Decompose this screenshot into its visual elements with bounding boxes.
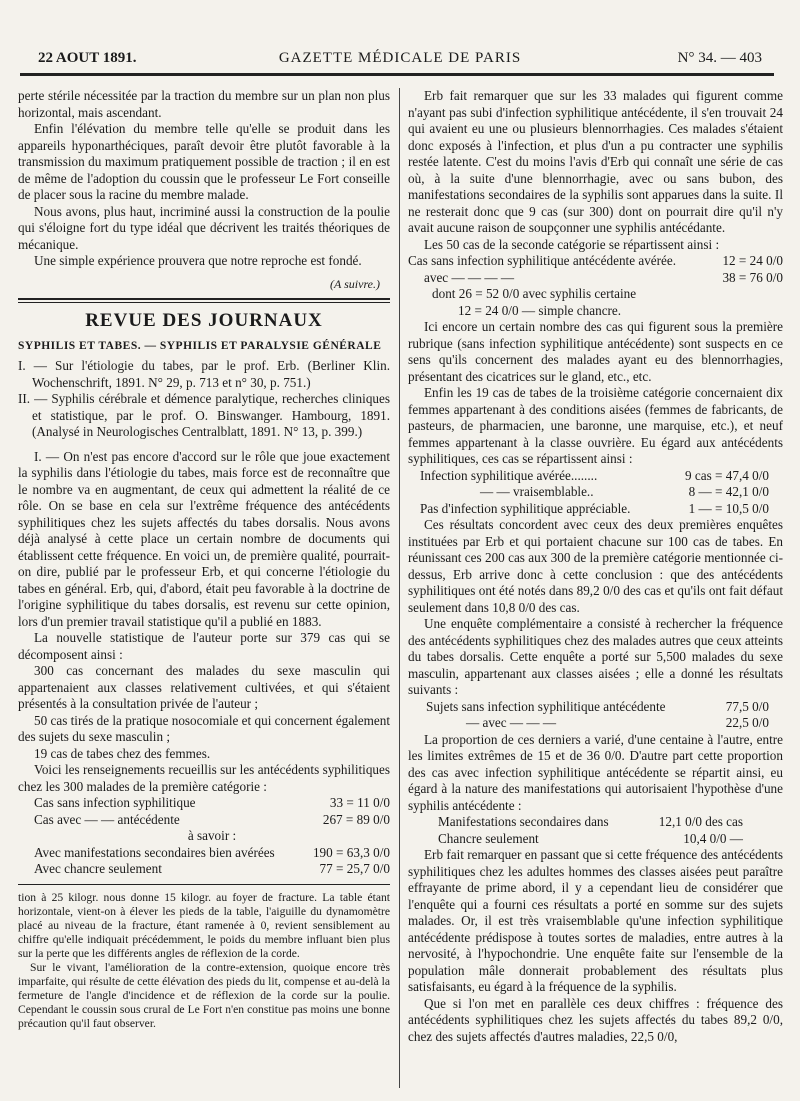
table-row: Cas avec — — antécédente 267 = 89 0/0 (34, 811, 390, 827)
table-row: Pas d'infection syphilitique appréciable. 1 — = 10,5 0/0 (420, 500, 769, 516)
left-column (18, 88, 390, 1031)
statistics-table (408, 814, 783, 847)
paragraph: Enfin l'élévation du membre telle qu'elle se produit dans les appareils hyponarthéciques, paraît devoir être plutôt favorable à la transmission du maximum pratiquement possible de traction ; il en est de même de l'adoption du coussin que le professeur Le Fort conseille de placer sous la racine du membre malade. (18, 121, 390, 202)
paragraph: Erb fait remarquer que sur les 33 malades qui figurent comme n'ayant pas subi d'infection syphilitique antécédente, il s'en trouvait 24 qui avaient eu une ou plusieurs blennorrhagies. Ces malades s'étaient donc exposés à l'infection, et plus d'un a pu contracter une syphilis restée latente. C'est du moins l'avis d'Erb qui connaît une série de cas où, à la suite d'une blennorrhagie, avec ou sans bubon, des manifestations secondaires de la syphilis sont apparues dans la suite. Il ne resterait donc que 9 cas (sur 300) dont on pourrait dire qu'il n'y avait aucune raison de soupçonner une syphilis antécédante. (408, 88, 783, 235)
statistics-table (408, 468, 783, 518)
table-row: — — vraisemblable.. 8 — = 42,1 0/0 (480, 484, 769, 499)
table-row: Avec chancre seulement 77 = 25,7 0/0 (34, 861, 390, 876)
footnote-paragraph: tion à 25 kilogr. nous donne 15 kilogr. au foyer de fracture. La table étant horizontale, vient-on à élever les pieds de la table, l'aiguille du dynamomètre placé au niveau de la fracture, étant ramenée à 0, revient sensiblement au chiffre qu'elle indiquait précédemment, le poids du membre influant bien plus sur la perte que les différents angles de réflexion de la corde. (18, 890, 390, 960)
table-row: Cas sans infection syphilitique 33 = 11 0/0 (34, 795, 390, 810)
footnote-block (18, 891, 390, 1031)
column-divider (399, 88, 400, 1088)
paragraph: Une enquête complémentaire a consisté à rechercher la fréquence des antécédents syphilitiques chez des malades autres que ceux atteints du tabes dorsalis. Cette enquête a porté sur 5,500 malades du sexe masculin, appartenant aux classes aisées ; elle a donné les résultats suivants : (408, 616, 783, 697)
table-row: Avec manifestations secondaires bien avérées 190 = 63,3 0/0 (34, 844, 390, 860)
paragraph: La nouvelle statistique de l'auteur porte sur 379 cas qui se décomposent ainsi : (18, 630, 390, 662)
statistics-table (408, 699, 783, 732)
paragraph: Que si l'on met en parallèle ces deux chiffres : fréquence des antécédents syphilitiques chez les sujets affectés du tabes 89,2 0/0, chez des sujets affectés d'autres maladies, 22,5 0/0, (408, 995, 783, 1044)
paragraph: Voici les renseignements recueillis sur les antécédents syphilitiques chez les 300 malades de la première catégorie : (18, 762, 390, 794)
issue-date: 22 AOUT 1891. (38, 50, 137, 66)
paragraph: Ces résultats concordent avec ceux des deux premières enquêtes instituées par Erb et qui portaient chacune sur 100 cas de tabes. En réunissant ces 200 cas aux 300 de la première catégorie mentionnée ci-dessus, Erb arrive donc à cette conclusion : que des antécédents syphilitiques ont été notés dans 89,2 0/0 des cas et qu'ils ont fait défaut seulement dans 10,8 0/0 des cas. (408, 517, 783, 615)
page-number: N° 34. — 403 (677, 50, 762, 66)
paragraph: Les 50 cas de la seconde catégorie se répartissent ainsi : (424, 236, 720, 252)
table-row: Cas sans infection syphilitique antécédente avérée. 12 = 24 0/0 (408, 253, 783, 268)
statistics-table (408, 253, 783, 319)
table-row: Infection syphilitique avérée........ 9 cas = 47,4 0/0 (420, 467, 769, 483)
section-rule (18, 298, 390, 303)
statistics-table (18, 795, 390, 878)
table-row: Chancre seulement 10,4 0/0 — (438, 830, 743, 846)
page-header (38, 50, 762, 72)
paragraph: 50 cas tirés de la pratique nosocomiale et qui concernent également des sujets du sexe masculin ; (18, 712, 390, 744)
table-row: dont 26 = 52 0/0 avec syphilis certaine (432, 286, 637, 301)
paragraph: La proportion de ces derniers a varié, d'une centaine à l'autre, entre les limites extrêmes de 15 et de 36 0/0. D'autre part cette proportion des cas avec infection syphilitique antécédente se répartit ainsi, eu égard à la nature des manifestations qui autorisaient l'hypothèse d'une syphilis antécédente : (408, 731, 783, 813)
reference-item: I. — Sur l'étiologie du tabes, par le prof. Erb. (Berliner Klin. Wochenschrift, 1891. N° 29, p. 713 et n° 30, p. 751.) (18, 358, 390, 390)
paragraph: perte stérile nécessitée par la traction du membre sur un plan non plus horizontal, mais ascendant. (18, 88, 390, 120)
section-title: REVUE DES JOURNAUX (85, 310, 323, 331)
paragraph: 300 cas concernant des malades du sexe masculin qui appartenaient aux classes relativement cultivées, et qui s'étaient présentés à la consultation privée de l'auteur ; (18, 663, 390, 711)
reference-item: II. — Syphilis cérébrale et démence paralytique, recherches cliniques et statistique, par le prof. O. Binswanger. Hambourg, 1891. (Analysé in Neurologisches Centralblatt, 1891. N° 13, p. 399.) (18, 391, 390, 439)
right-column (408, 88, 783, 1045)
paragraph: 19 cas de tabes chez des femmes. (34, 745, 211, 761)
paragraph: Erb fait remarquer en passant que si cette fréquence des antécédents syphilitiques chez les adultes hommes des classes aisées peut paraître effrayante de prime abord, il y a cependant lieu de considérer que l'enquête qui a fourni ces résultats a porté en somme sur des sujets malades. Or, il est très vraisemblable qu'une infection syphilitique antécédente prédispose à toutes sortes de maladies, entre autres à la nervosité, à l'hypochondrie. Une enquête faite sur l'ensemble de la population mâle donnerait probablement des résultats plus satisfaisants, eu égard à la fréquence de la syphilis. (408, 847, 783, 994)
table-row: 12 = 24 0/0 — simple chancre. (458, 302, 622, 318)
paragraph: Enfin les 19 cas de tabes de la troisième catégorie concernaient dix femmes appartenant à des conditions aisées (femmes de fabricants, de pasteurs, de pharmacien, une baronne, une marquise, etc.), et neuf femmes appartenant à la classe ouvrière. Eu égard aux antécédents syphilitiques, ces cas se répartissent ainsi : (408, 385, 783, 466)
paragraph: Ici encore un certain nombre des cas qui figurent sous la première rubrique (sans infection syphilitique antécédente) sont suspects en ce sens qu'ils concernent des malades ayant eu des blennorrhagies, présentant des cicatrices sur le gland, etc., etc. (408, 319, 783, 384)
paragraph: Une simple expérience prouvera que notre reproche est fondé. (34, 253, 362, 268)
table-row: Manifestations secondaires dans 12,1 0/0 des cas (438, 814, 743, 829)
journal-title: GAZETTE MÉDICALE DE PARIS (278, 50, 522, 66)
table-row: — avec — — — 22,5 0/0 (466, 715, 769, 730)
rubric-heading: SYPHILIS ET TABES. — SYPHILIS ET PARALYSIE GÉNÉRALE (18, 339, 382, 352)
footnote-paragraph: Sur le vivant, l'amélioration de la contre-extension, quoique encore très imparfaite, qui résulte de cette élévation des pieds du lit, compense et au-delà la fermeture de l'angle d'incidence et de réflexion de la corde sur la poulie. Cependant le coussin sous crural de Le Fort n'en constitue pas moins une bonne précaution qu'il faut observer. (18, 960, 390, 1030)
table-row: à savoir : (187, 828, 237, 843)
header-rule (20, 73, 774, 76)
footnote-rule (18, 884, 390, 885)
table-row: Sujets sans infection syphilitique antécédente 77,5 0/0 (426, 698, 769, 714)
table-row: avec — — — — 38 = 76 0/0 (424, 269, 783, 285)
paragraph: I. — On n'est pas encore d'accord sur le rôle que joue exactement la syphilis dans l'étiologie du tabes, mais force est de reconnaître que le nombre va en augmentant, de ceux qui admettent la réalité de ce rôle. On se base en cela sur l'extrême fréquence des antécédents syphilitiques chez les sujets affectés du tabes dorsalis. Nous avons déjà analysé à cette place un certain nombre de documents qui établissent cette fréquence. En voici un, de première qualité, pourrait-on dire, publié par le professeur Erb, et qui concerne l'étiologie du tabes en général. Erb, qui, d'abord, était peu favorable à la doctrine de l'origine syphilitique du tabes dorsalis, est revenu sur cette opinion, lors d'un premier travail statistique qu'il a publié en 1883. (18, 448, 390, 629)
to-follow-note: (A suivre.) (330, 276, 380, 291)
paragraph: Nous avons, plus haut, incriminé aussi la construction de la poulie qui s'éloigne fort du type idéal que décrivent les traités théoriques de mécanique. (18, 203, 390, 252)
